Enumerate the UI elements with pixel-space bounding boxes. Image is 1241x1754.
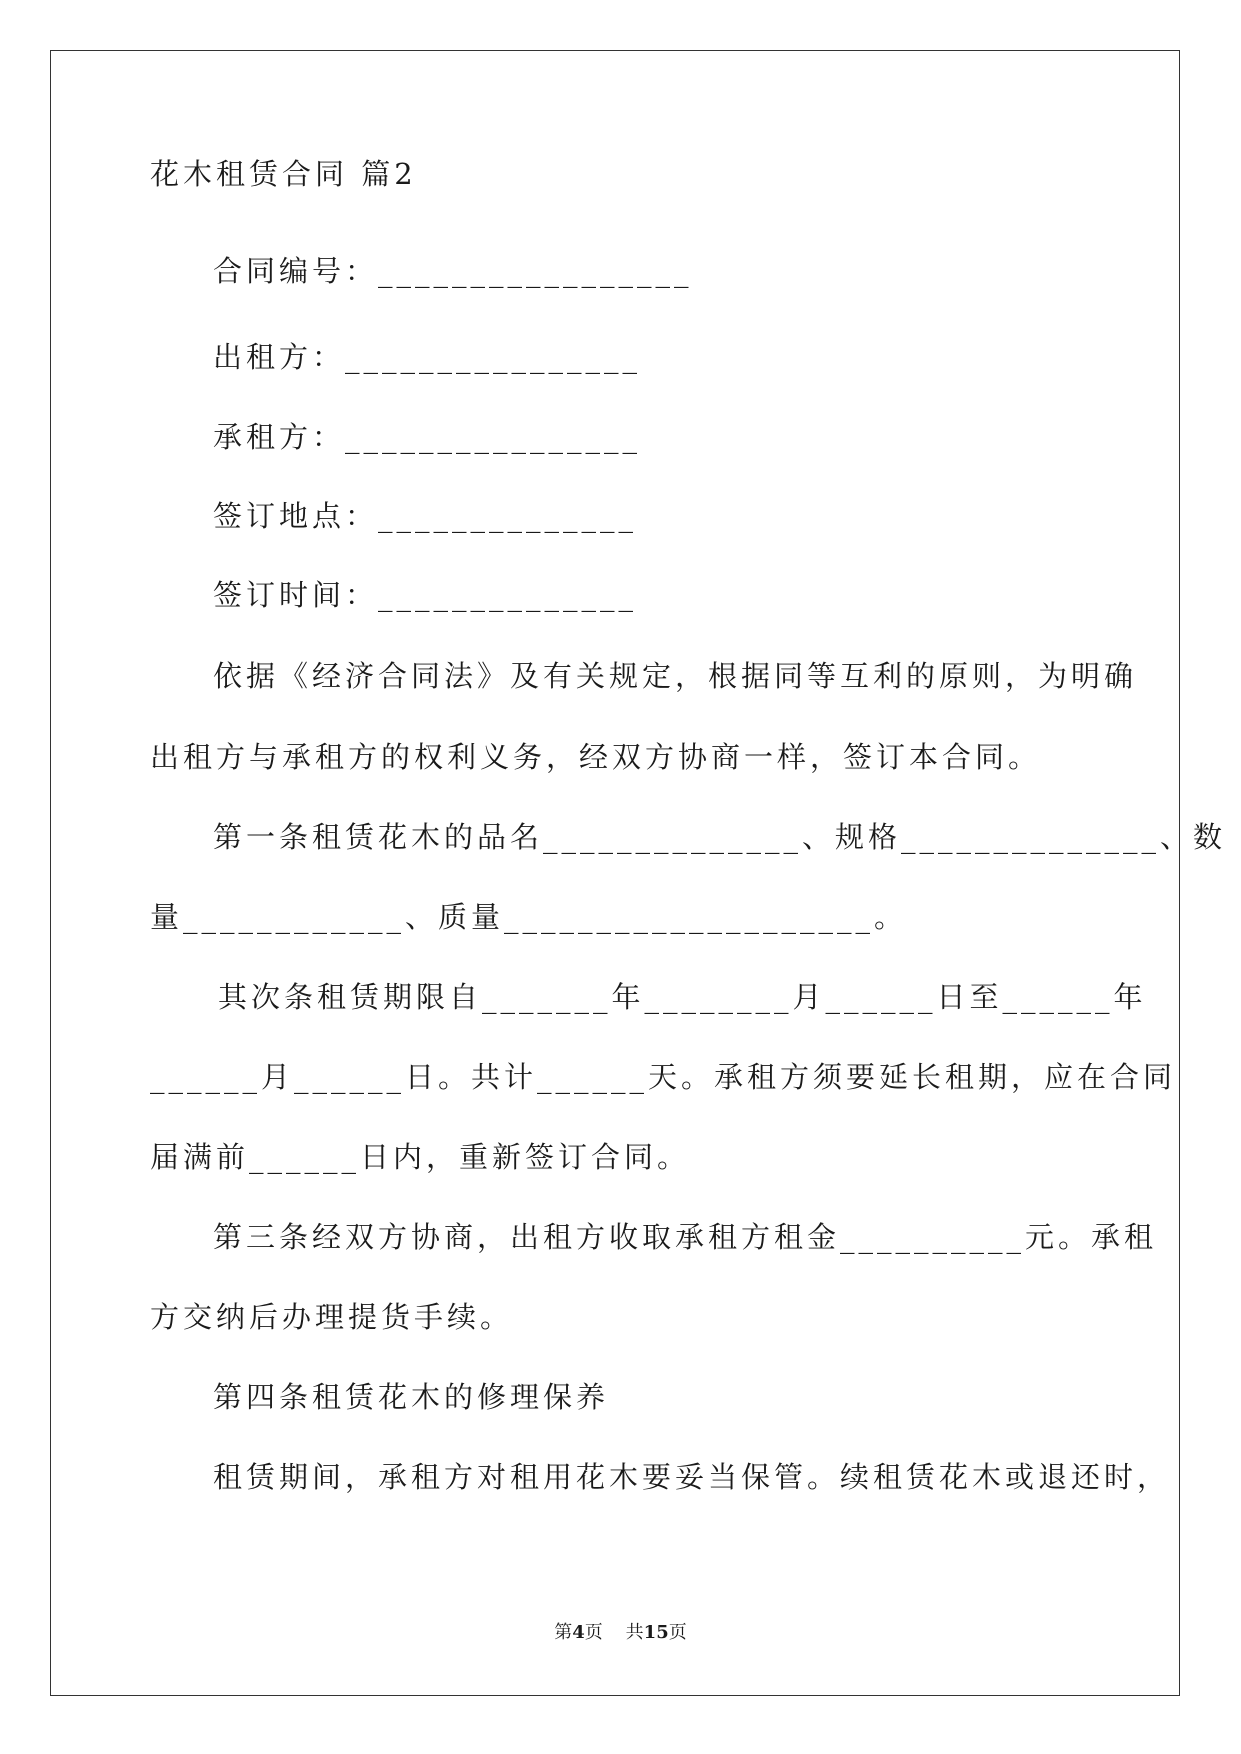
article2-line2: ______月______日。共计______天。承租方须要延长租期，应在合同 (150, 1060, 1177, 1094)
page-footer (0, 1618, 1241, 1644)
article3-line1: 第三条经双方协商，出租方收取承租方租金__________元。承租 (213, 1220, 1158, 1254)
sign-time-line: 签订时间：______________ (213, 578, 638, 612)
footer-page-total: 15 (643, 1622, 669, 1643)
article1-line1: 第一条租赁花木的品名______________、规格______________、数 (213, 820, 1227, 854)
intro-paragraph-line2: 出租方与承租方的权利义务，经双方协商一样，签订本合同。 (150, 740, 1042, 774)
article3-line2: 方交纳后办理提货手续。 (150, 1300, 514, 1334)
article1-line2: 量____________、质量____________________。 (150, 900, 908, 934)
footer-page-label: 第 (554, 1622, 573, 1643)
lessee-line: 承租方：________________ (213, 420, 642, 454)
footer-total-label: 共 (625, 1622, 644, 1643)
article4-title: 第四条租赁花木的修理保养 (213, 1380, 610, 1414)
footer-page-current: 4 (572, 1622, 585, 1643)
lessor-line: 出租方：________________ (213, 340, 642, 374)
sign-place-line: 签订地点：______________ (213, 499, 638, 533)
footer-total-unit: 页 (668, 1622, 687, 1643)
article4-line1: 租赁期间，承租方对租用花木要妥当保管。续租赁花木或退还时， (213, 1460, 1171, 1494)
article2-line3: 届满前______日内，重新签订合同。 (150, 1140, 691, 1174)
intro-paragraph-line1: 依据《经济合同法》及有关规定，根据同等互利的原则，为明确 (213, 659, 1138, 693)
article2-line1: 其次条租赁期限自_______年________月______日至______年 (218, 980, 1147, 1014)
doc-title: 花木租赁合同 篇2 (150, 157, 417, 191)
contract-number-line: 合同编号：_________________ (213, 254, 693, 288)
page-border (50, 50, 1180, 1696)
footer-page-unit: 页 (584, 1622, 603, 1643)
